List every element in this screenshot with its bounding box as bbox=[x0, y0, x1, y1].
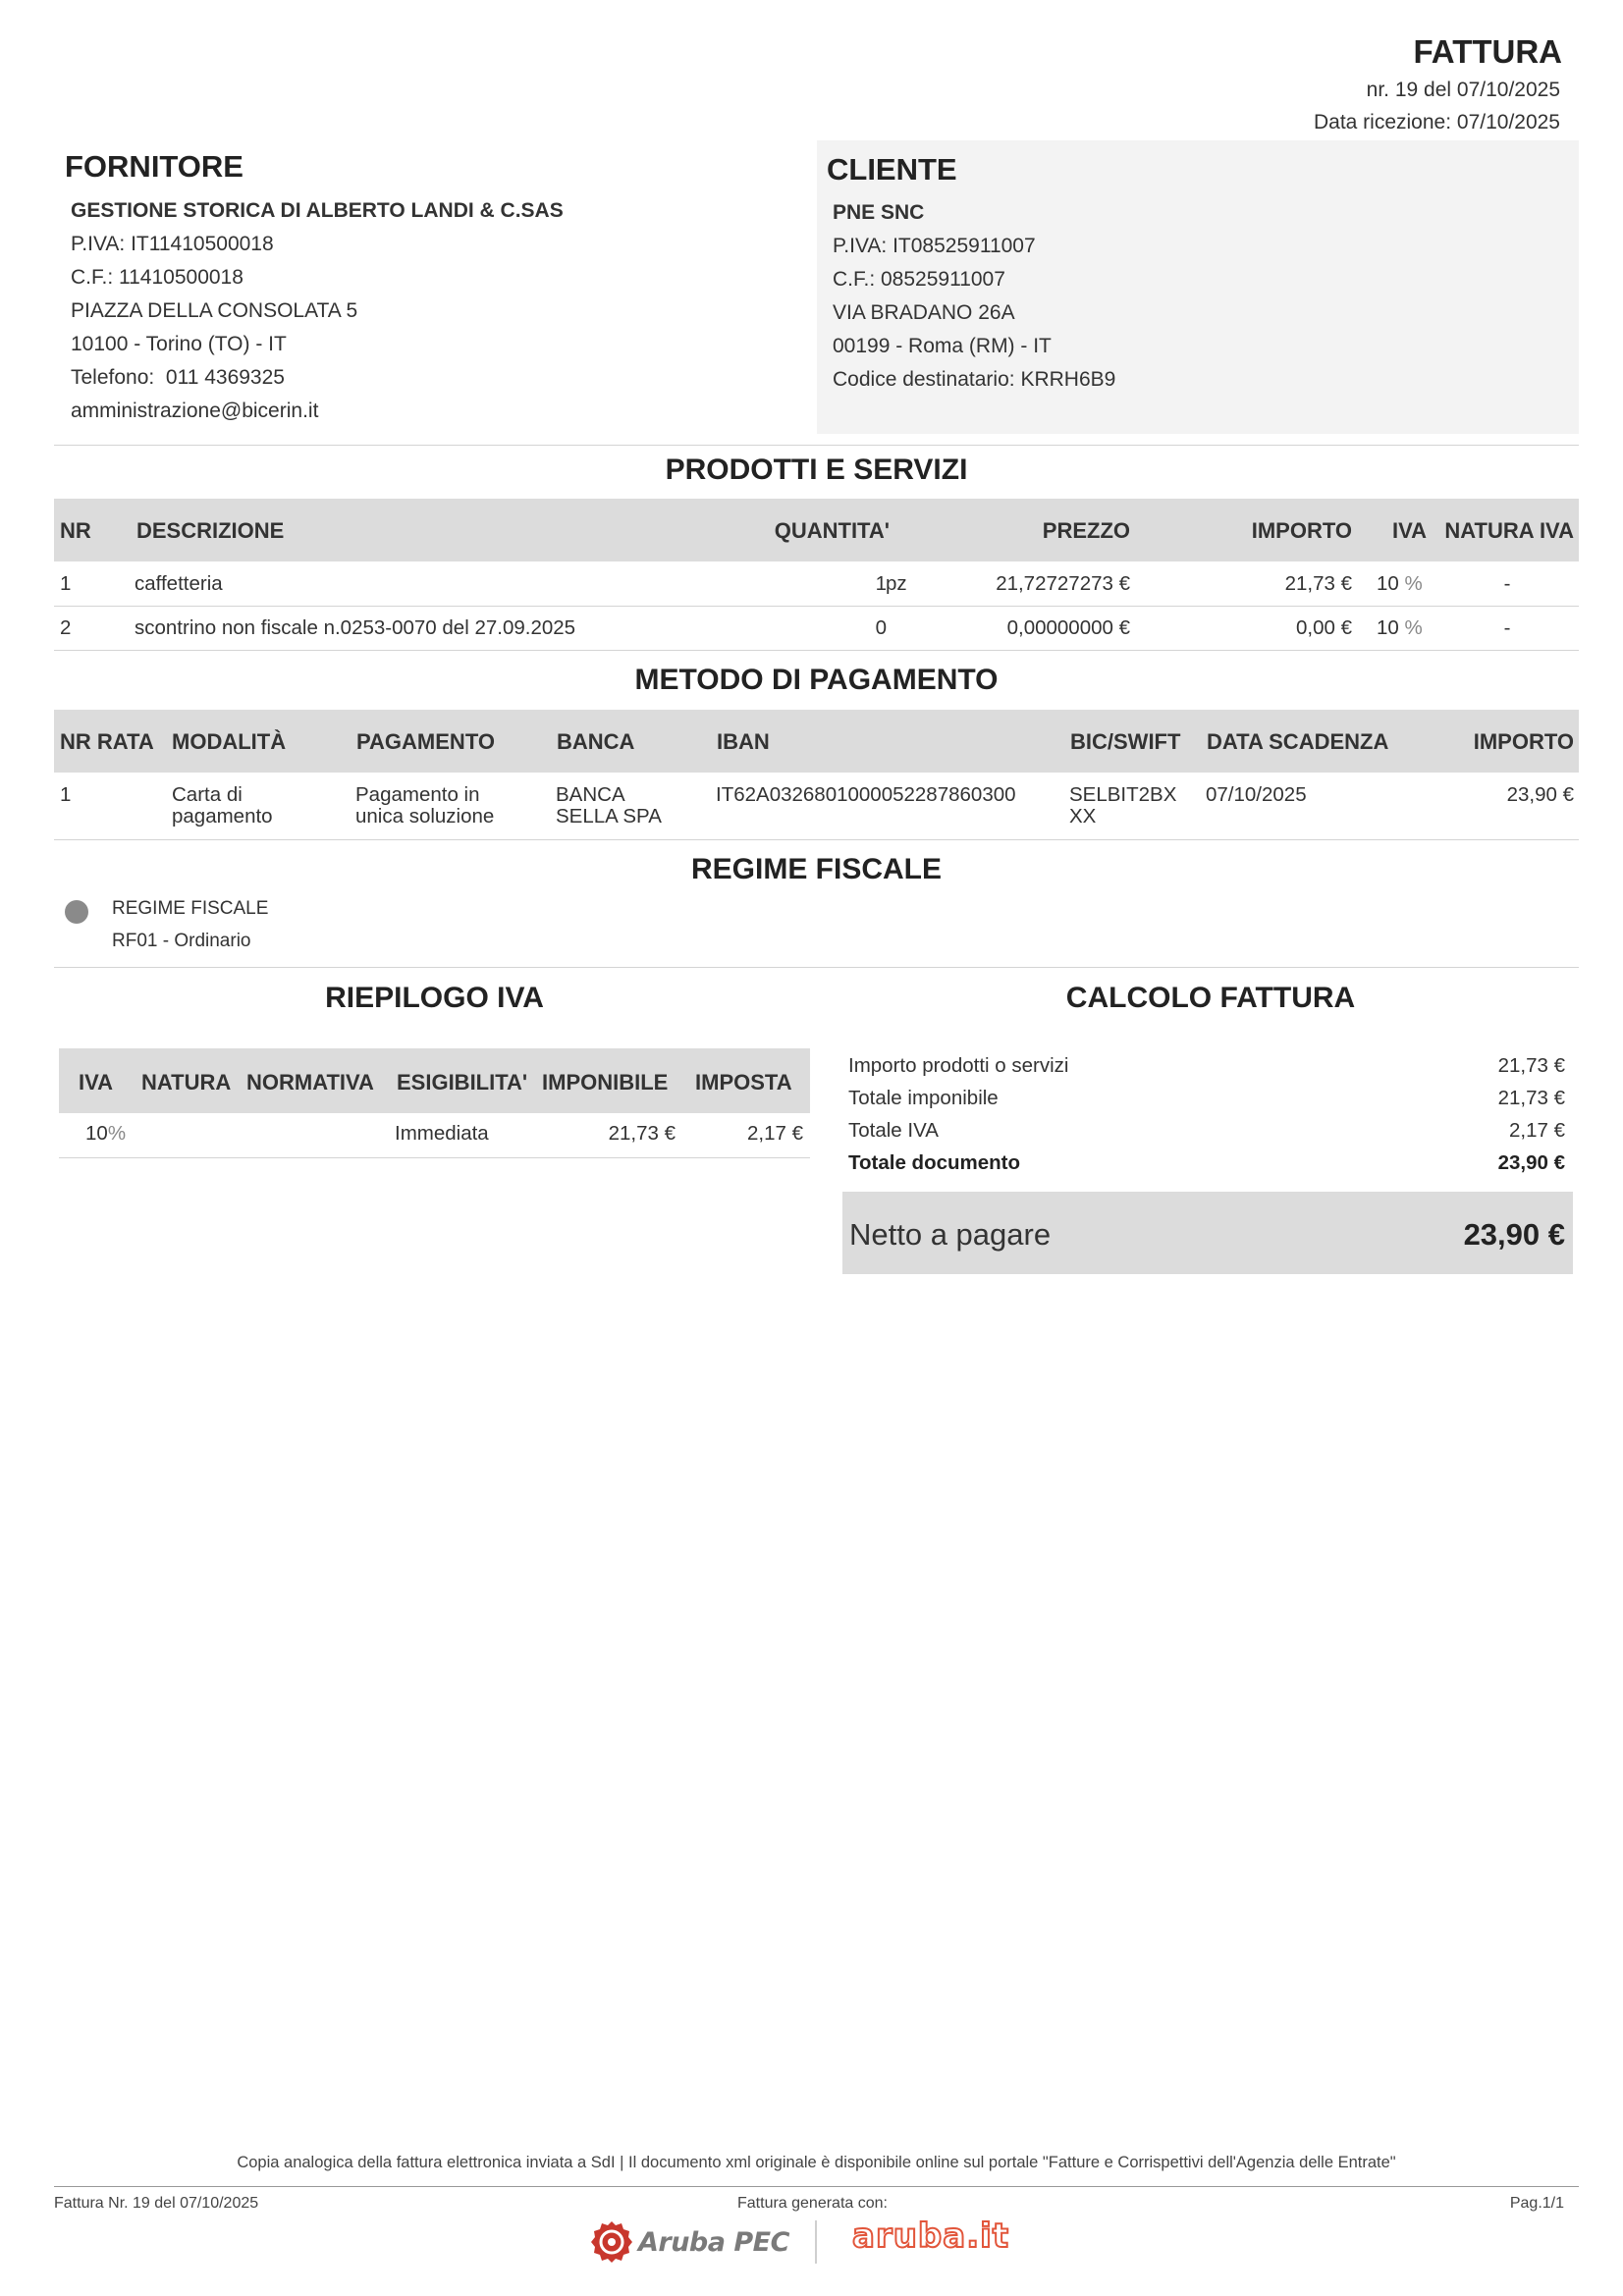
invoice-received-date: Data ricezione: 07/10/2025 bbox=[1313, 111, 1560, 133]
row-iva-pct: % bbox=[1404, 616, 1423, 639]
col-importo: IMPORTO bbox=[1251, 518, 1352, 543]
col-nr: NR bbox=[60, 518, 91, 543]
col-iva: IVA bbox=[79, 1070, 114, 1095]
row-prezzo: 21,72727273 € bbox=[996, 572, 1130, 595]
row-iva-pct: % bbox=[1404, 572, 1423, 595]
footer-invoice-ref: Fattura Nr. 19 del 07/10/2025 bbox=[54, 2195, 259, 2212]
payment-title: METODO DI PAGAMENTO bbox=[634, 664, 999, 696]
client-address: VIA BRADANO 26A bbox=[833, 301, 1015, 324]
footer-page: Pag.1/1 bbox=[1509, 2195, 1564, 2212]
footer-disclaimer: Copia analogica della fattura elettronica inviata a SdI | Il documento xml originale è disponibile online sul portale "Fatture e Corrispettivi dell'Agenzia delle Entrate" bbox=[237, 2154, 1396, 2171]
row-descrizione: scontrino non fiscale n.0253-0070 del 27.09.2025 bbox=[135, 616, 576, 639]
calcolo-value: 21,73 € bbox=[1497, 1054, 1565, 1077]
invoice-title: FATTURA bbox=[1413, 33, 1562, 70]
row-pagamento-2: unica soluzione bbox=[355, 805, 495, 828]
row-imposta: 2,17 € bbox=[747, 1122, 803, 1145]
row-prezzo: 0,00000000 € bbox=[1006, 616, 1130, 639]
riepilogo-title: RIEPILOGO IVA bbox=[325, 982, 544, 1014]
row-iva-value: 10 bbox=[1377, 616, 1399, 639]
client-name: PNE SNC bbox=[833, 201, 925, 224]
supplier-name: GESTIONE STORICA DI ALBERTO LANDI & C.SAS bbox=[71, 199, 564, 222]
col-descrizione: DESCRIZIONE bbox=[136, 518, 285, 543]
col-normativa: NORMATIVA bbox=[246, 1070, 374, 1095]
products-table-header bbox=[54, 499, 1579, 561]
col-iva: IVA bbox=[1391, 518, 1427, 543]
col-iban: IBAN bbox=[717, 729, 770, 754]
col-pagamento: PAGAMENTO bbox=[356, 729, 495, 754]
col-imposta: IMPOSTA bbox=[695, 1070, 792, 1095]
row-imponibile: 21,73 € bbox=[608, 1122, 676, 1145]
calcolo-lines bbox=[848, 1054, 1565, 1184]
client-piva: P.IVA: IT08525911007 bbox=[833, 235, 1036, 257]
client-recipient-code: Codice destinatario: KRRH6B9 bbox=[833, 368, 1116, 391]
row-natura: - bbox=[1503, 572, 1511, 595]
row-nr: 2 bbox=[60, 616, 72, 639]
col-banca: BANCA bbox=[557, 729, 635, 754]
netto-value: 23,90 € bbox=[1463, 1217, 1565, 1252]
row-quantita: 1 bbox=[875, 572, 887, 595]
table-row bbox=[54, 562, 1579, 606]
table-row bbox=[54, 774, 1579, 840]
col-modalita: MODALITÀ bbox=[172, 729, 287, 754]
row-modalita-2: pagamento bbox=[172, 805, 273, 828]
netto-label: Netto a pagare bbox=[849, 1217, 1052, 1252]
row-scadenza: 07/10/2025 bbox=[1206, 783, 1307, 806]
calcolo-label: Totale documento bbox=[848, 1151, 1021, 1174]
row-iva-pct: % bbox=[107, 1122, 127, 1145]
client-title: CLIENTE bbox=[827, 152, 957, 187]
client-city: 00199 - Roma (RM) - IT bbox=[833, 335, 1052, 357]
col-prezzo: PREZZO bbox=[1042, 518, 1130, 543]
calcolo-label: Importo prodotti o servizi bbox=[848, 1054, 1069, 1077]
col-importo: IMPORTO bbox=[1473, 729, 1574, 754]
aruba-pec-text: Aruba PEC bbox=[638, 2226, 789, 2258]
col-bic: BIC/SWIFT bbox=[1070, 729, 1181, 754]
row-descrizione: caffetteria bbox=[135, 572, 223, 595]
logo-separator bbox=[815, 2220, 817, 2264]
row-pagamento-1: Pagamento in bbox=[355, 783, 480, 806]
supplier-address: PIAZZA DELLA CONSOLATA 5 bbox=[71, 299, 358, 322]
row-quantita: 0 bbox=[875, 616, 887, 639]
col-quantita: QUANTITA' bbox=[774, 518, 890, 543]
row-iva-value: 10 bbox=[85, 1122, 108, 1145]
row-importo: 21,73 € bbox=[1284, 572, 1352, 595]
row-banca-2: SELLA SPA bbox=[556, 805, 662, 828]
calcolo-value: 23,90 € bbox=[1497, 1151, 1565, 1174]
calcolo-title: CALCOLO FATTURA bbox=[1065, 982, 1356, 1014]
col-scadenza: DATA SCADENZA bbox=[1207, 729, 1389, 754]
supplier-email: amministrazione@bicerin.it bbox=[71, 400, 319, 422]
supplier-block bbox=[65, 149, 791, 428]
supplier-piva: P.IVA: IT11410500018 bbox=[71, 233, 274, 255]
row-iva bbox=[85, 1122, 126, 1145]
supplier-phone: Telefono: 011 4369325 bbox=[71, 366, 285, 389]
row-iva bbox=[1377, 572, 1423, 595]
supplier-title: FORNITORE bbox=[65, 149, 243, 184]
row-nr-rata: 1 bbox=[60, 783, 72, 806]
aruba-pec-logo bbox=[589, 2220, 789, 2264]
col-esigibilita: ESIGIBILITA' bbox=[397, 1070, 528, 1095]
aruba-it-logo: aruba.it bbox=[852, 2216, 1010, 2256]
row-importo: 0,00 € bbox=[1296, 616, 1352, 639]
row-divider bbox=[54, 650, 1579, 651]
invoice-number: nr. 19 del 07/10/2025 bbox=[1366, 79, 1560, 101]
row-esigibilita: Immediata bbox=[395, 1122, 489, 1145]
row-iban: IT62A0326801000052287860300 bbox=[716, 783, 1016, 806]
col-natura: NATURA bbox=[141, 1070, 232, 1095]
row-banca-1: BANCA bbox=[556, 783, 625, 806]
col-natura-iva: NATURA IVA bbox=[1444, 518, 1574, 543]
calcolo-value: 21,73 € bbox=[1497, 1087, 1565, 1109]
divider bbox=[54, 967, 1579, 968]
row-importo: 23,90 € bbox=[1506, 783, 1574, 806]
table-row bbox=[54, 607, 1579, 650]
payment-table-header bbox=[54, 710, 1579, 773]
row-divider bbox=[54, 839, 1579, 840]
row-unita: pz bbox=[886, 572, 907, 595]
row-iva-value: 10 bbox=[1377, 572, 1399, 595]
regime-value: RF01 - Ordinario bbox=[112, 931, 251, 951]
row-iva bbox=[1377, 616, 1423, 639]
regime-label: REGIME FISCALE bbox=[112, 898, 269, 919]
calcolo-line bbox=[848, 1054, 1565, 1087]
col-nr-rata: NR RATA bbox=[60, 729, 154, 754]
row-modalita-1: Carta di bbox=[172, 783, 243, 806]
row-bic-2: XX bbox=[1069, 805, 1097, 828]
footer-generated-with: Fattura generata con: bbox=[737, 2195, 888, 2212]
divider bbox=[54, 445, 1579, 446]
bullet-icon bbox=[65, 900, 88, 924]
regime-title: REGIME FISCALE bbox=[690, 853, 942, 885]
aruba-seal-icon bbox=[589, 2219, 634, 2265]
row-nr: 1 bbox=[60, 572, 72, 595]
client-cf: C.F.: 08525911007 bbox=[833, 268, 1005, 291]
products-title: PRODOTTI E SERVIZI bbox=[665, 454, 968, 486]
row-divider bbox=[59, 1157, 810, 1158]
calcolo-line bbox=[848, 1087, 1565, 1119]
netto-box bbox=[842, 1192, 1573, 1274]
footer-divider bbox=[54, 2186, 1579, 2187]
calcolo-label: Totale IVA bbox=[848, 1119, 939, 1142]
calcolo-line-total bbox=[848, 1151, 1565, 1184]
row-bic-1: SELBIT2BX bbox=[1069, 783, 1177, 806]
supplier-city: 10100 - Torino (TO) - IT bbox=[71, 333, 287, 355]
table-row bbox=[59, 1114, 810, 1157]
col-imponibile: IMPONIBILE bbox=[542, 1070, 669, 1095]
riepilogo-table-header bbox=[59, 1048, 810, 1113]
row-natura: - bbox=[1503, 616, 1511, 639]
calcolo-line bbox=[848, 1119, 1565, 1151]
supplier-cf: C.F.: 11410500018 bbox=[71, 266, 243, 289]
client-block bbox=[817, 140, 1579, 434]
calcolo-label: Totale imponibile bbox=[848, 1087, 999, 1109]
calcolo-value: 2,17 € bbox=[1509, 1119, 1565, 1142]
